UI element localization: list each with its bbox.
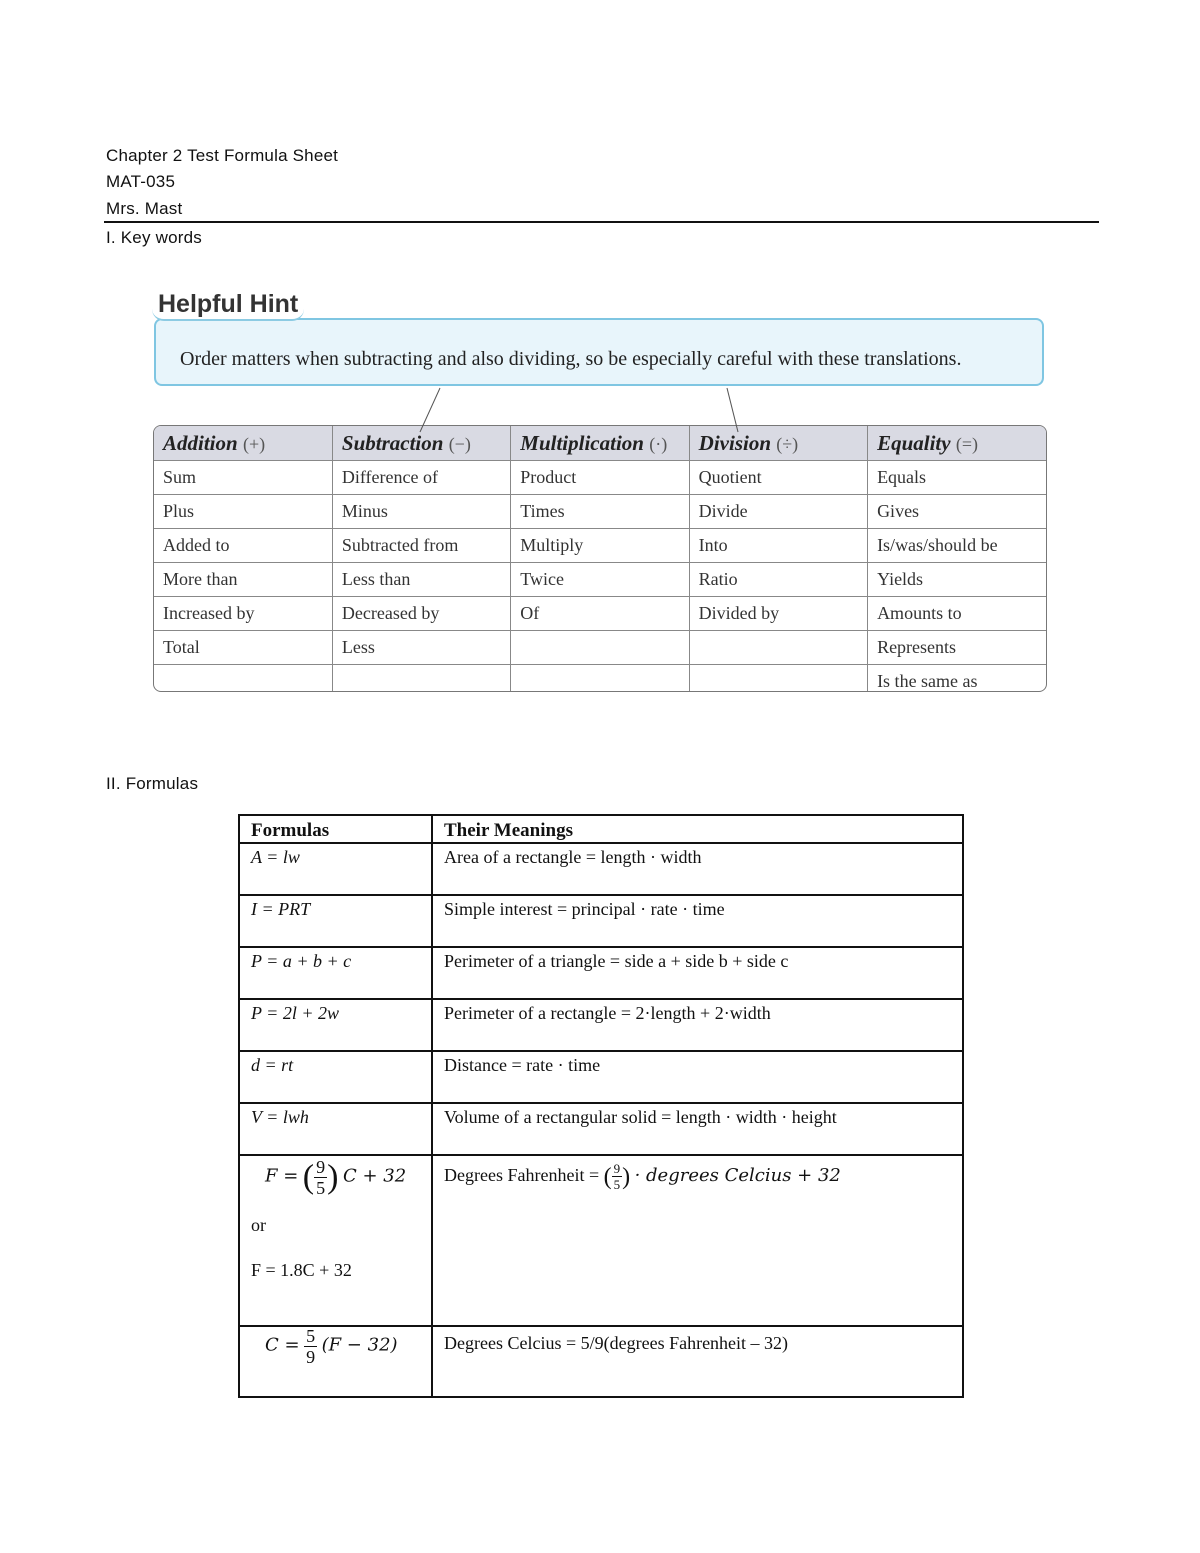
keyword-column-header: Multiplication (·)	[511, 426, 689, 461]
table-cell: Less	[332, 631, 510, 665]
section-formulas-heading: II. Formulas	[106, 774, 199, 793]
helpful-hint-title: Helpful Hint	[152, 290, 304, 321]
celsius-meaning: Degrees Celcius = 5/9(degrees Fahrenheit – 32)	[432, 1326, 963, 1397]
fahrenheit-formula: F = ( $\frac{9}{5}$ ) C + 32	[265, 1157, 407, 1198]
table-row	[154, 665, 1046, 693]
meaning-cell: Simple interest = principal · rate · time	[432, 895, 963, 947]
table-cell	[689, 665, 867, 693]
table-cell: Plus	[154, 495, 332, 529]
keyword-column-header: Division (÷)	[689, 426, 867, 461]
table-cell: Of	[511, 597, 689, 631]
formula-cell: A = lw	[239, 843, 432, 895]
fahrenheit-alt-formula: F = 1.8C + 32	[251, 1260, 352, 1280]
keyword-column-header: Subtraction (−)	[332, 426, 510, 461]
formulas-table	[238, 814, 964, 1398]
table-row	[239, 999, 963, 1051]
table-cell: Decreased by	[332, 597, 510, 631]
table-cell	[511, 665, 689, 693]
table-cell: Amounts to	[868, 597, 1046, 631]
table-cell: Represents	[868, 631, 1046, 665]
meaning-cell: Volume of a rectangular solid = length · width · height	[432, 1103, 963, 1155]
table-cell: Divide	[689, 495, 867, 529]
table-row	[239, 843, 963, 895]
key-words-table	[153, 425, 1047, 692]
table-row	[154, 597, 1046, 631]
table-cell	[332, 665, 510, 693]
table-row	[154, 631, 1046, 665]
table-cell: Is the same as	[868, 665, 1046, 693]
table-cell: Sum	[154, 461, 332, 495]
section-key-words-heading: I. Key words	[106, 228, 202, 247]
table-cell: Quotient	[689, 461, 867, 495]
table-cell: Yields	[868, 563, 1046, 597]
table-cell: Difference of	[332, 461, 510, 495]
table-cell	[154, 665, 332, 693]
celsius-formula: C = $\frac{5}{9}$ (F − 32)	[265, 1326, 398, 1367]
keyword-column-header: Equality (=)	[868, 426, 1046, 461]
table-row	[154, 529, 1046, 563]
or-label: or	[251, 1215, 266, 1235]
formula-cell: d = rt	[239, 1051, 432, 1103]
table-cell: Multiply	[511, 529, 689, 563]
document-title: Chapter 2 Test Formula Sheet	[106, 146, 339, 165]
meaning-cell: Distance = rate · time	[432, 1051, 963, 1103]
fraction-five-ninths: $\frac{5}{9}$	[306, 1326, 316, 1367]
table-row	[239, 895, 963, 947]
formula-cell: P = 2l + 2w	[239, 999, 432, 1051]
fraction-nine-fifths: $\frac{9}{5}$	[316, 1157, 326, 1198]
helpful-hint-box	[154, 318, 1044, 386]
table-cell: Less than	[332, 563, 510, 597]
table-cell: Minus	[332, 495, 510, 529]
table-row	[154, 461, 1046, 495]
table-cell: Ratio	[689, 563, 867, 597]
table-cell: Gives	[868, 495, 1046, 529]
teacher-name: Mrs. Mast	[106, 199, 183, 218]
table-cell	[689, 631, 867, 665]
helpful-hint-text: Order matters when subtracting and also dividing, so be especially careful with these translations.	[180, 348, 962, 370]
meaning-cell: Perimeter of a triangle = side a + side b + side c	[432, 947, 963, 999]
table-row	[154, 495, 1046, 529]
formulas-column-header: Formulas	[239, 815, 432, 843]
table-row-celsius	[239, 1326, 963, 1397]
table-cell: Subtracted from	[332, 529, 510, 563]
meaning-cell: Perimeter of a rectangle = 2·length + 2·width	[432, 999, 963, 1051]
table-cell: Total	[154, 631, 332, 665]
formula-cell: V = lwh	[239, 1103, 432, 1155]
meanings-column-header: Their Meanings	[432, 815, 963, 843]
fahrenheit-meaning: Degrees Fahrenheit = ( $\frac{9}{5}$ ) · degrees Celcius + 32	[444, 1161, 841, 1192]
table-row	[239, 1103, 963, 1155]
table-cell: Added to	[154, 529, 332, 563]
table-cell: Equals	[868, 461, 1046, 495]
table-row	[239, 1051, 963, 1103]
hint-connector-lines	[0, 0, 1200, 460]
table-cell: Increased by	[154, 597, 332, 631]
table-row-fahrenheit	[239, 1155, 963, 1326]
meaning-cell: Area of a rectangle = length · width	[432, 843, 963, 895]
table-row	[154, 563, 1046, 597]
table-cell: Into	[689, 529, 867, 563]
table-cell: Product	[511, 461, 689, 495]
table-cell: Is/was/should be	[868, 529, 1046, 563]
table-cell	[511, 631, 689, 665]
formula-cell: P = a + b + c	[239, 947, 432, 999]
table-row	[239, 947, 963, 999]
table-cell: More than	[154, 563, 332, 597]
formula-cell: I = PRT	[239, 895, 432, 947]
course-code: MAT-035	[106, 172, 176, 191]
table-cell: Times	[511, 495, 689, 529]
keyword-column-header: Addition (+)	[154, 426, 332, 461]
table-cell: Divided by	[689, 597, 867, 631]
table-cell: Twice	[511, 563, 689, 597]
